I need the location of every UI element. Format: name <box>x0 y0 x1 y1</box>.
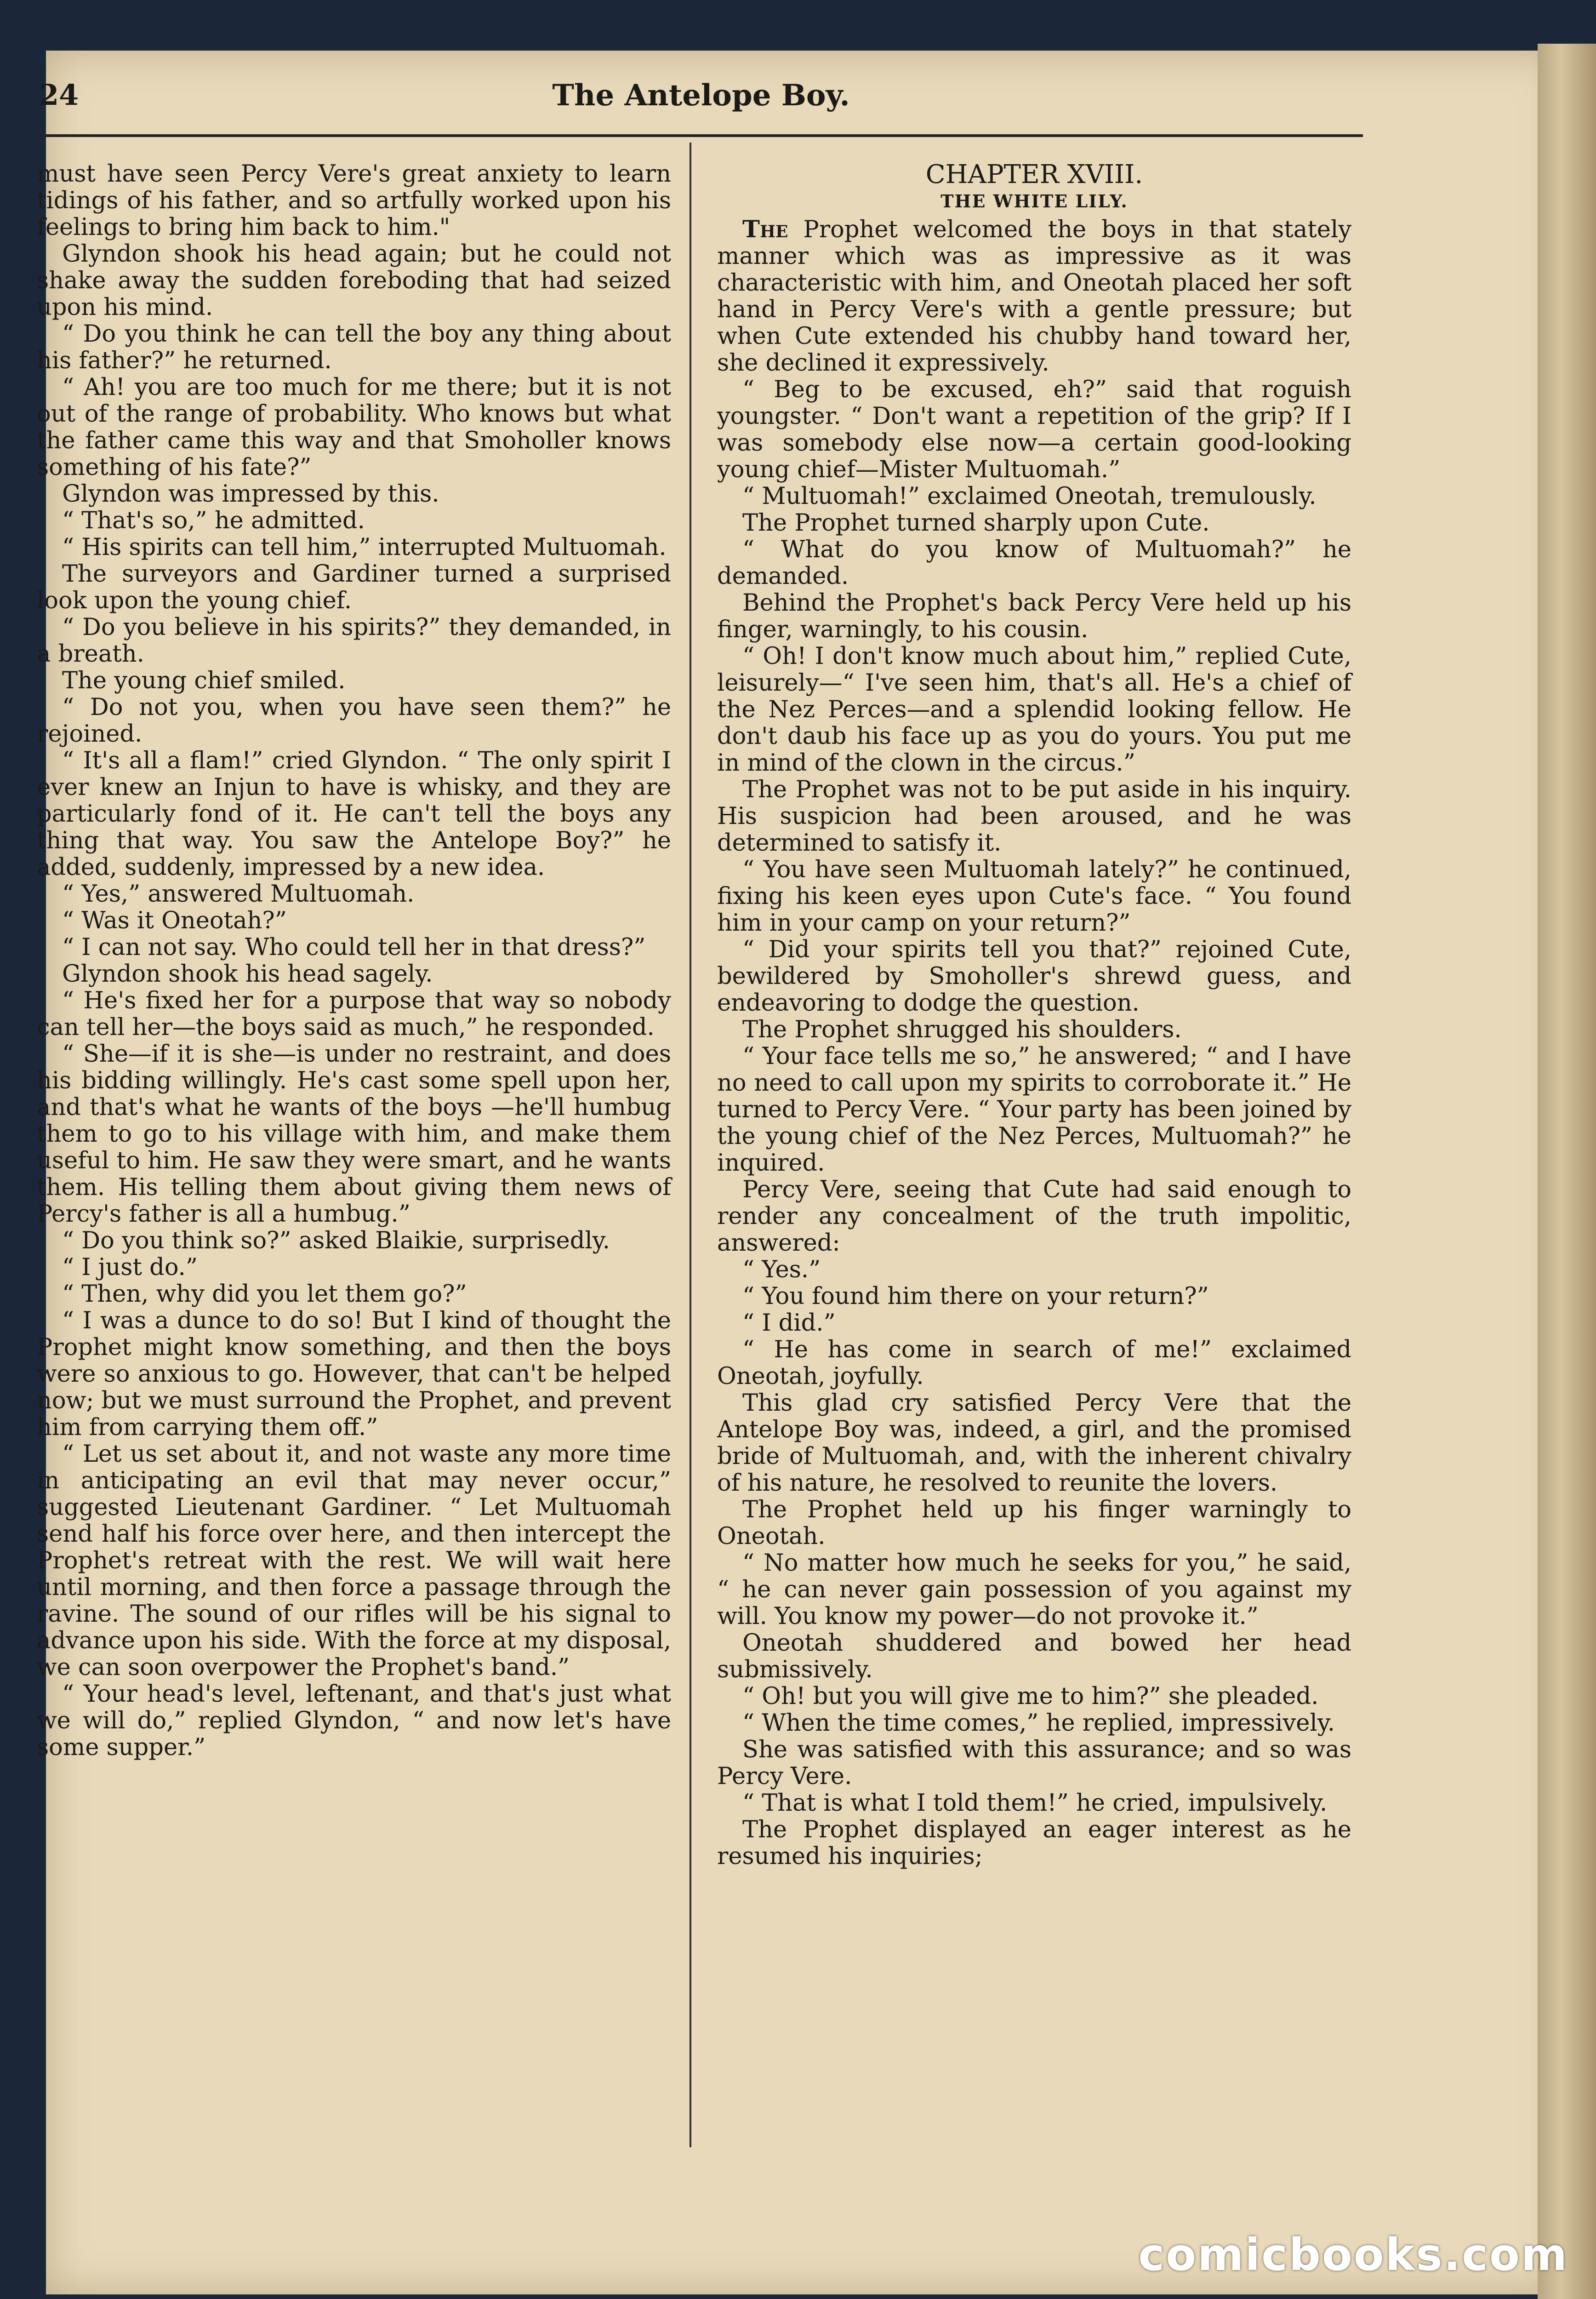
page-header <box>39 78 1363 115</box>
header-rule <box>39 134 1363 137</box>
page-edge <box>1538 44 1596 2299</box>
paragraph: “ Oh! but you will give me to him?” she pleaded. <box>742 1683 1319 1710</box>
paragraph: must have seen Percy Vere's great anxiety to learn tidings of his father, and so artfully worked upon his feelings to bring him back to him." <box>37 160 671 241</box>
opening-text: Prophet welcomed the boys in that stately manner which was as impressive as it was characteristic with him, and Oneotah placed her soft hand in Percy Vere's with a gentle pressure; but when Cute extended his chubby hand toward her, she declined it expressively. <box>717 216 1351 377</box>
paragraph: The young chief smiled. <box>62 667 346 694</box>
paragraph: “ Do you believe in his spirits?” they demanded, in a breath. <box>37 614 671 668</box>
paragraph: “ Do you think so?” asked Blaikie, surprisedly. <box>62 1227 610 1254</box>
paragraph: The surveyors and Gardiner turned a surprised look upon the young chief. <box>37 560 671 614</box>
paragraph: “ His spirits can tell him,” interrupted Multuomah. <box>62 534 667 561</box>
paragraph: “ She—if it is she—is under no restraint, and does his bidding willingly. He's cast some spell upon her, and that's what he wants of the boys —he'll humbug them to go to his village with him, and make them useful to him. He saw they were smart, and he wants them. His telling them about giving them news of Percy's father is all a humbug.” <box>37 1041 671 1228</box>
paragraph: Glyndon shook his head sagely. <box>62 961 433 988</box>
paragraph: “ I can not say. Who could tell her in that dress?” <box>62 934 646 961</box>
paragraph: “ It's all a flam!” cried Glyndon. “ The only spirit I ever knew an Injun to have is whisky, and they are particularly fond of it. He can't tell the boys any thing that way. You saw the Antelope Boy?” he added, suddenly, impressed by a new idea. <box>37 747 671 881</box>
paragraph: “ Was it Oneotah?” <box>62 907 287 934</box>
paragraph: “ I just do.” <box>62 1254 198 1281</box>
paragraph: “ Then, why did you let them go?” <box>62 1281 467 1308</box>
paragraph: “ That is what I told them!” he cried, impulsively. <box>742 1790 1328 1817</box>
paragraph: Percy Vere, seeing that Cute had said enough to render any concealment of the truth impolitic, answered: <box>717 1176 1351 1257</box>
paragraph: “ That's so,” he admitted. <box>62 507 365 534</box>
paragraph: “ When the time comes,” he replied, impressively. <box>742 1710 1335 1737</box>
paragraph: This glad cry satisfied Percy Vere that the Antelope Boy was, indeed, a girl, and the promised bride of Multuomah, and, with the inherent chivalry of his nature, he resolved to reunite the lovers. <box>717 1390 1351 1497</box>
paragraph: “ You found him there on your return?” <box>742 1283 1209 1310</box>
paragraph: “ Yes,” answered Multuomah. <box>62 881 415 908</box>
right-column <box>717 161 1351 1870</box>
paragraph: She was satisfied with this assurance; and so was Percy Vere. <box>717 1736 1351 1790</box>
paragraph: The Prophet held up his finger warningly to Oneotah. <box>717 1496 1351 1550</box>
paragraph: “ I did.” <box>742 1310 836 1337</box>
paragraph <box>717 216 1351 377</box>
paragraph: Glyndon was impressed by this. <box>62 480 439 508</box>
paragraph: “ I was a dunce to do so! But I kind of thought the Prophet might know something, and then the boys were so anxious to go. However, that can't be helped now; but we must surround the Prophet, and prevent him from carrying them off.” <box>37 1307 671 1441</box>
left-column <box>37 161 671 1761</box>
chapter-subtitle: THE WHITE LILY. <box>940 191 1128 212</box>
paragraph: “ Yes.” <box>742 1256 821 1283</box>
paragraph: “ He has come in search of me!” exclaimed Oneotah, joyfully. <box>717 1336 1351 1390</box>
paragraph: “ Beg to be excused, eh?” said that roguish youngster. “ Don't want a repetition of the grip? If I was somebody else now—a certain good-looking young chief—Mister Multuomah.” <box>717 376 1351 483</box>
paragraph: Behind the Prophet's back Percy Vere held up his finger, warningly, to his cousin. <box>717 589 1351 643</box>
paragraph: “ Did your spirits tell you that?” rejoined Cute, bewildered by Smoholler's shrewd guess, and endeavoring to dodge the question. <box>717 936 1351 1017</box>
chapter-title: CHAPTER XVIII. <box>925 160 1143 189</box>
paragraph: Oneotah shuddered and bowed her head submissively. <box>717 1630 1351 1683</box>
paragraph: “ Do you think he can tell the boy any thing about his father?” he returned. <box>37 320 671 374</box>
paragraph: The Prophet displayed an eager interest as he resumed his inquiries; <box>717 1816 1351 1870</box>
paragraph: “ Your face tells me so,” he answered; “ and I have no need to call upon my spirits to corroborate it.” He turned to Percy Vere. “ Your party has been joined by the young chief of the Nez Perces, Multuomah?” he inquired. <box>717 1043 1351 1177</box>
page-number: 24 <box>39 78 79 112</box>
paragraph: “ Oh! I don't know much about him,” replied Cute, leisurely—“ I've seen him, that's all. He's a chief of the Nez Perces—and a splendid looking fellow. He don't daub his face up as you do yours. You put me in mind of the clown in the circus.” <box>717 643 1351 777</box>
running-title: The Antelope Boy. <box>552 78 850 113</box>
paragraph: “ Ah! you are too much for me there; but it is not out of the range of probability. Who knows but what the father came this way and that Smoholler knows something of his fate?” <box>37 374 671 481</box>
paragraph: “ Your head's level, leftenant, and that's just what we will do,” replied Glyndon, “ and now let's have some supper.” <box>37 1681 671 1761</box>
paragraph: “ Let us set about it, and not waste any more time in anticipating an evil that may never occur,” suggested Lieutenant Gardiner. “ Let Multuomah send half his force over here, and then intercept the Prophet's retreat with the rest. We will wait here until morning, and then force a passage through the ravine. The sound of our rifles will be his signal to advance upon his side. With the force at my disposal, we can soon overpower the Prophet's band.” <box>37 1441 671 1681</box>
paragraph: “ Do not you, when you have seen them?” he rejoined. <box>37 694 671 748</box>
paragraph: “ You have seen Multuomah lately?” he continued, fixing his keen eyes upon Cute's face. “ You found him in your camp on your return?” <box>717 856 1351 937</box>
paragraph: “ What do you know of Multuomah?” he demanded. <box>717 536 1351 590</box>
paragraph: The Prophet turned sharply upon Cute. <box>742 509 1210 537</box>
paragraph: Glyndon shook his head again; but he could not shake away the sudden foreboding that had seized upon his mind. <box>37 240 671 321</box>
paragraph: “ Multuomah!” exclaimed Oneotah, tremulously. <box>742 483 1317 510</box>
paragraph: “ No matter how much he seeks for you,” he said, “ he can never gain possession of you against my will. You know my power—do not provoke it.” <box>717 1550 1351 1630</box>
paragraph: The Prophet shrugged his shoulders. <box>742 1016 1182 1043</box>
paragraph: The Prophet was not to be put aside in his inquiry. His suspicion had been aroused, and he was determined to satisfy it. <box>717 776 1351 857</box>
column-divider <box>690 143 691 2147</box>
watermark: comicbooks.com <box>1138 2229 1568 2281</box>
opening-word: The <box>742 216 788 243</box>
paragraph: “ He's fixed her for a purpose that way so nobody can tell her—the boys said as much,” he responded. <box>37 987 671 1041</box>
